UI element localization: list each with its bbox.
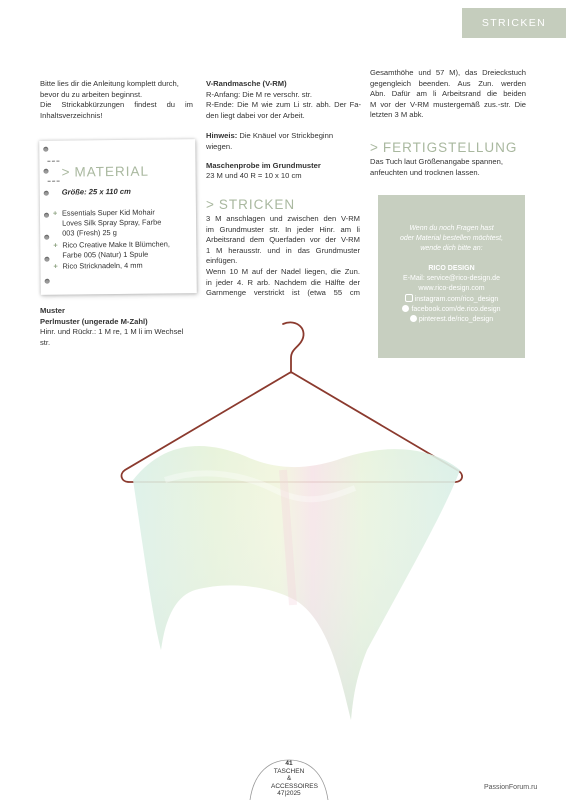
stricken-line: einfügen. — [206, 256, 238, 266]
list-item-line: Essentials Super Kid Mohair — [61, 207, 155, 218]
list-item-line: 003 (Fresh) 25 g — [62, 228, 117, 238]
col3-line: letzten 3 M abk. — [370, 110, 424, 120]
stricken-line: 1 M herausstr. und in das Grundmuster — [206, 245, 360, 255]
probe-text: 23 M und 40 R = 10 x 10 cm — [206, 171, 302, 181]
plus-icon: + — [52, 208, 58, 218]
col3-line: M vor der V-RM mustergemäß zus.-str. Die — [370, 99, 526, 109]
col3-line: Gesamthöhe und 57 M), das Dreieckstuch — [370, 68, 526, 77]
hint-label: Hinweis: — [206, 131, 238, 141]
plus-icon: + — [53, 261, 58, 271]
binder-hole — [44, 213, 49, 218]
facebook-link: facebook.com/de.rico.design — [411, 306, 501, 313]
intro-line: bevor du zu arbeiten beginnst. — [40, 89, 143, 99]
col3-line: gegengleich beenden. Aus Zun. werden — [370, 78, 526, 88]
list-item-line: Rico Stricknadeln, 4 mm — [62, 260, 143, 271]
stricken-line: Arbeitsrand dem Querfaden vor der V-RM — [206, 235, 360, 245]
section-tab — [462, 8, 566, 38]
stricken-line: Wenn 10 M auf der Nadel liegen, die Zun. — [206, 266, 360, 276]
intro-line: Inhaltsverzeichnis! — [40, 110, 103, 120]
muster-subheading: Perlmuster (ungerade M-Zahl) — [40, 316, 148, 326]
size-text: Größe: 25 x 110 cm — [61, 186, 131, 197]
plus-icon: + — [53, 240, 58, 250]
stricken-body — [206, 214, 360, 299]
page-number: 41 — [285, 760, 293, 767]
watermark: PassionForum.ru — [484, 784, 538, 791]
stricken-line: im Grundmuster str. In jeder Hinr. am li — [206, 224, 360, 234]
vrand-line: R-Ende: Die M wie zum Li str. abh. Der Fa- — [206, 100, 361, 110]
fertig-title: FERTIGSTELLUNG — [382, 140, 518, 155]
list-item — [53, 239, 192, 260]
intro-line: Bitte lies dir die Anleitung komplett durch, — [40, 79, 179, 88]
magazine-name: ACCESSOIRES — [271, 782, 318, 790]
muster-line: str. — [40, 337, 51, 347]
muster-line: Hinr. und Rückr.: 1 M re, 1 M li im Wechsel — [40, 327, 184, 337]
material-title: MATERIAL — [74, 163, 150, 180]
fertig-heading — [370, 140, 517, 155]
contact-intro — [378, 224, 525, 254]
contact-intro-line: wende dich bitte an: — [420, 245, 483, 252]
stricken-line: Garnmenge verstrickt ist (etwa 55 cm — [206, 288, 360, 298]
contact-intro-line: oder Material bestellen möchtest, — [399, 235, 504, 242]
binder-hole — [45, 279, 50, 284]
product-photo — [105, 320, 475, 750]
list-item-line: Farbe 005 (Natur) 1 Spule — [62, 249, 149, 260]
intro-text — [40, 79, 193, 121]
chevron-right-icon: > — [370, 140, 379, 155]
col3-line: Abn. Dafür am li Arbeitsrand die beiden — [370, 89, 526, 99]
facebook-icon — [402, 305, 409, 312]
material-heading — [61, 164, 149, 180]
chevron-right-icon: > — [206, 197, 215, 212]
binder-hole — [44, 257, 49, 262]
list-item — [53, 260, 192, 271]
issue-number: 47|2025 — [277, 790, 301, 797]
col3-body — [370, 68, 526, 121]
material-card — [39, 139, 197, 295]
stricken-line: in jeder 4. R arb. Nachdem die Hälfte der — [206, 277, 360, 287]
contact-intro-line: Wenn du noch Fragen hast — [409, 225, 494, 232]
divider — [47, 161, 59, 162]
list-item-line: Rico Creative Make It Blümchen, — [62, 239, 170, 250]
muster-heading: Muster — [40, 306, 65, 315]
stricken-title: STRICKEN — [218, 197, 296, 212]
page-footer — [271, 760, 318, 798]
contact-instagram-row[interactable] — [378, 294, 525, 305]
stricken-line: 3 M anschlagen und zwischen den V-RM — [206, 214, 360, 223]
hint-text: Die Knäuel vor Strickbeginn wiegen. — [206, 131, 334, 151]
section-tab-label: STRICKEN — [481, 17, 547, 29]
fertig-body — [370, 157, 528, 178]
intro-line: Die Strickabkürzungen findest du im — [40, 100, 193, 110]
contact-web[interactable]: www.rico-design.com — [418, 285, 485, 292]
list-item-line: Loves Silk Spray Spray, Farbe — [62, 217, 162, 228]
stricken-heading — [206, 197, 295, 212]
vrand-section — [206, 79, 361, 182]
vrand-line: R-Anfang: Die M re verschr. str. — [206, 89, 312, 99]
fertig-line: anfeuchten und trocknen lassen. — [370, 167, 480, 177]
shawl-icon — [133, 446, 460, 720]
vrand-heading: V-Randmasche (V-RM) — [206, 79, 287, 88]
probe-heading: Maschenprobe im Grundmuster — [206, 160, 321, 170]
contact-facebook-row[interactable] — [378, 305, 525, 315]
binder-hole — [43, 147, 48, 152]
binder-hole — [44, 235, 49, 240]
vrand-line: den liegt dabei vor der Arbeit. — [206, 110, 305, 120]
binder-hole — [43, 169, 48, 174]
company-name: RICO DESIGN — [428, 265, 475, 272]
fertig-line: Das Tuch laut Größenangabe spannen, — [370, 157, 503, 166]
magazine-name: TASCHEN & — [273, 767, 305, 782]
list-item — [52, 207, 192, 238]
binder-hole — [44, 191, 49, 196]
instagram-link: instagram.com/rico_design — [414, 296, 499, 303]
hint-line — [206, 131, 361, 152]
divider — [48, 181, 60, 182]
pinterest-link: pinterest.de/rico_design — [418, 316, 494, 323]
contact-email[interactable]: E-Mail: service@rico-design.de — [403, 275, 500, 282]
chevron-right-icon: > — [61, 164, 71, 180]
instagram-icon — [405, 294, 413, 302]
